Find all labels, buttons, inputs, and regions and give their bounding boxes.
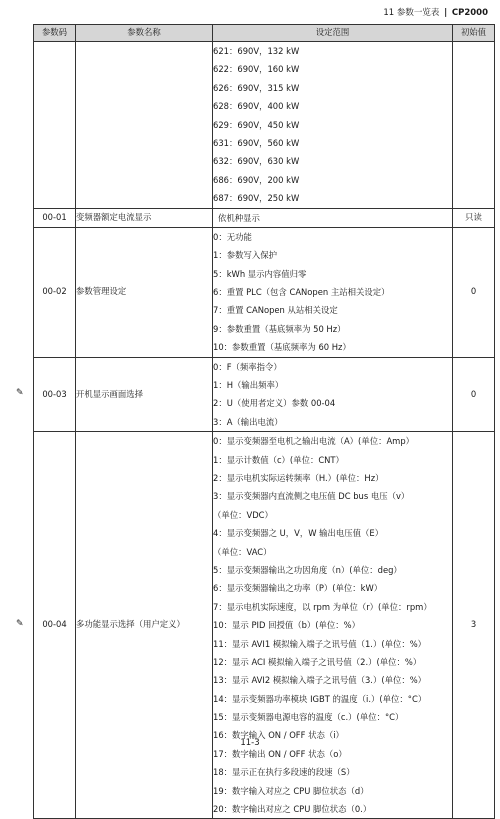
range-option: 1：参数写入保护 [213,250,277,261]
range-option: （单位：VDC） [213,509,273,520]
range-option: 19：数字输入对应之 CPU 脚位状态（d） [213,785,369,796]
range-option: （单位：VAC） [213,546,272,557]
range-option: 2：U（使用者定义）参数 00-04 [213,398,336,409]
param-range [213,432,453,819]
range-option: 7：显示电机实际速度，以 rpm 为单位（r）(单位：rpm） [213,601,432,612]
range-option: 7：重置 CANopen 从站相关设定 [213,305,338,316]
range-option: 0：无功能 [213,231,252,242]
table-row [34,432,495,819]
header-code: 参数码 [34,25,76,42]
param-code: 00-04 [34,432,76,819]
page-header [383,6,488,18]
param-initial-value: 只读 [453,208,495,227]
header-initial: 初始值 [453,25,495,42]
range-option: 621：690V，132 kW [213,46,300,56]
range-option: 5：显示变频器输出之功因角度（n）(单位：deg） [213,564,402,575]
table-row [34,42,495,209]
param-initial-value [453,42,495,209]
param-range [213,42,453,209]
param-initial-value: 0 [453,227,495,357]
param-range [213,227,453,357]
page-number: 11-3 [240,738,260,748]
range-option: 0：F（频率指令） [213,361,282,372]
range-option: 18：显示正在执行多段速的段速（S） [213,767,355,778]
range-option: 9：参数重置（基底频率为 50 Hz） [213,323,346,334]
range-option: 11：显示 AVI1 模拟输入端子之讯号值（1.）(单位：%） [213,638,427,649]
range-option: 16：数字输入 ON / OFF 状态（i） [213,730,344,741]
range-option: 5：kWh 显示内容值归零 [213,268,307,279]
range-option: 12：显示 ACI 模拟输入端子之讯号值（2.）(单位：%） [213,656,422,667]
range-option: 1：显示计数值（c）(单位：CNT） [213,454,344,465]
range-option: 687：690V，250 kW [213,193,300,204]
range-option: 6：显示变频器输出之功率（P）(单位：kW） [213,583,383,594]
range-option: 686：690V，200 kW [213,174,300,185]
param-code [34,42,76,209]
range-option: 2：显示电机实际运转频率（H.）(单位：Hz） [213,472,384,483]
table-row [34,227,495,357]
table-row [34,208,495,227]
param-name [76,42,213,209]
range-option: 4：显示变频器之 U，V，W 输出电压值（E） [213,528,384,539]
range-option: 631：690V，560 kW [213,137,300,148]
range-option: 6：重置 PLC（包含 CANopen 主站相关设定） [213,287,390,298]
table-header-row [34,25,495,42]
param-initial-value: 3 [453,432,495,819]
header-name: 参数名称 [76,25,213,42]
range-option: 依机种显示 [218,212,260,223]
param-code: 00-01 [34,208,76,227]
table-row [34,357,495,432]
range-option: 10：显示 PID 回授值（b）(单位：%） [213,620,360,631]
header-range: 设定范围 [213,25,453,42]
range-option: 622：690V，160 kW [213,64,300,75]
range-option: 629：690V，450 kW [213,119,300,130]
edit-mark-icon: ✎ [16,619,24,630]
model-name: CP2000 [451,8,488,18]
param-code: 00-02 [34,227,76,357]
param-range [213,357,453,432]
param-name: 参数管理设定 [76,227,213,357]
range-option: 13：显示 AVI2 模拟输入端子之讯号值（3.）(单位：%） [213,675,427,686]
param-name: 多功能显示选择（用户定义） [76,432,213,819]
section-title: 11 参数一览表 [383,8,440,18]
edit-mark-icon: ✎ [16,388,24,399]
param-range [213,208,453,227]
param-code: 00-03 [34,357,76,432]
range-option: 3：显示变频器内直流侧之电压值 DC bus 电压（v） [213,491,410,502]
param-name: 变频器额定电流显示 [76,208,213,227]
table-body [34,42,495,819]
range-option: 1：H（输出频率） [213,380,284,391]
range-option: 628：690V，400 kW [213,101,300,112]
range-option: 626：690V，315 kW [213,82,300,93]
range-option: 3：A（输出电流） [213,416,283,427]
param-name: 开机显示画面选择 [76,357,213,432]
parameter-table [33,24,495,819]
header-separator: | [444,8,448,18]
range-option: 632：690V，630 kW [213,156,300,167]
range-option: 15：显示变频器电源电容的温度（c.）(单位：°C） [213,712,404,723]
range-option: 14：显示变频器功率模块 IGBT 的温度（i.）(单位：°C） [213,693,427,704]
range-option: 17：数字输出 ON / OFF 状态（o） [213,748,347,759]
range-option: 0：显示变频器至电机之输出电流（A）(单位：Amp） [213,436,415,447]
range-option: 20：数字输出对应之 CPU 脚位状态（0.） [213,804,372,815]
range-option: 10：参数重置（基底频率为 60 Hz） [213,342,351,353]
param-initial-value: 0 [453,357,495,432]
